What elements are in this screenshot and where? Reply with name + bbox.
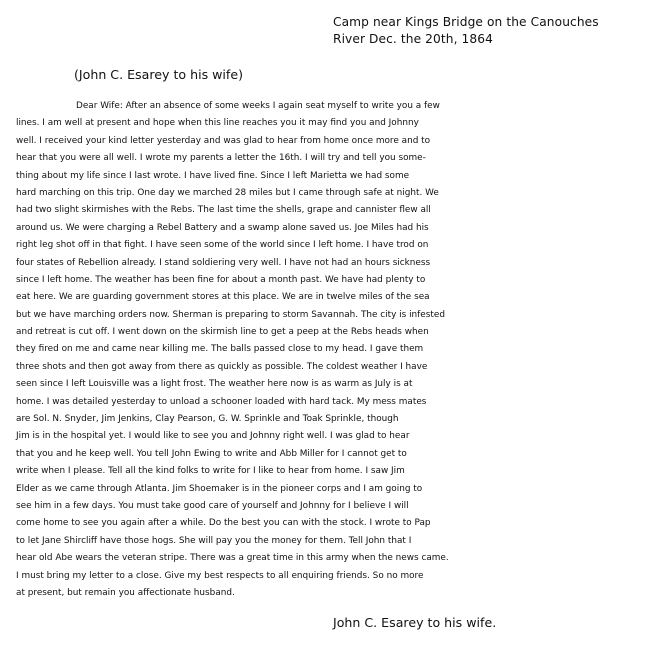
body-line: and retreat is cut off. I went down on the skirmish line to get a peep at the Rebs heads when [16, 327, 429, 338]
body-line: are Sol. N. Snyder, Jim Jenkins, Clay Pearson, G. W. Sprinkle and Toak Sprinkle, though [16, 414, 399, 425]
letter-body [16, 98, 642, 602]
attribution: (John C. Esarey to his wife) [74, 67, 244, 82]
body-line: since I left home. The weather has been fine for about a month past. We have had plenty to [16, 274, 426, 285]
body-line: hear that you were all well. I wrote my parents a letter the 16th. I will try and tell you some- [16, 153, 426, 164]
body-line: see him in a few days. You must take good care of yourself and Johnny for I believe I will [16, 500, 409, 511]
body-line: right leg shot off in that fight. I have seen some of the world since I left home. I have trod on [16, 240, 429, 251]
body-line: lines. I am well at present and hope when this line reaches you it may find you and Johnny [16, 118, 419, 129]
body-line: at present, but remain you affectionate husband. [16, 587, 235, 598]
body-line: Dear Wife: After an absence of some weeks I again seat myself to write you a few [76, 101, 440, 111]
body-line: Elder as we came through Atlanta. Jim Shoemaker is in the pioneer corps and I am going to [16, 483, 423, 494]
body-line: but we have marching orders now. Sherman is preparing to storm Savannah. The city is infested [16, 309, 445, 320]
body-line: eat here. We are guarding government stores at this place. We are in twelve miles of the sea [16, 292, 430, 303]
body-line: home. I was detailed yesterday to unload a schooner loaded with hard tack. My mess mates [16, 396, 427, 407]
body-line: hard marching on this trip. One day we marched 28 miles but I came through safe at night. We [16, 187, 439, 198]
body-line: four states of Rebellion already. I stand soldiering very well. I have not had an hours sickness [16, 257, 431, 268]
body-line: around us. We were charging a Rebel Battery and a swamp alone saved us. Joe Miles had his [16, 222, 429, 233]
dateline-line-2: River Dec. the 20th, 1864 [333, 32, 493, 46]
dateline [333, 14, 599, 48]
body-line: write when I please. Tell all the kind folks to write for I like to hear from home. I saw Jim [16, 466, 405, 477]
body-line: Jim is in the hospital yet. I would like to see you and Johnny right well. I was glad to hear [16, 431, 410, 442]
signature: John C. Esarey to his wife. [333, 615, 497, 630]
dateline-line-1: Camp near Kings Bridge on the Canouches [333, 15, 599, 29]
body-line: three shots and then got away from there as quickly as possible. The coldest weather I have [16, 361, 428, 372]
body-line: come home to see you again after a while. Do the best you can with the stock. I wrote to Pap [16, 518, 431, 529]
body-line: thing about my life since I last wrote. I have lived fine. Since I left Marietta we had some [16, 170, 410, 181]
body-line: had two slight skirmishes with the Rebs. The last time the shells, grape and cannister flew all [16, 205, 431, 216]
body-line: seen since I left Louisville was a light frost. The weather here now is as warm as July is at [16, 379, 413, 390]
body-line: they fired on me and came near killing me. The balls passed close to my head. I gave them [16, 344, 424, 355]
body-line: well. I received your kind letter yesterday and was glad to hear from home once more and to [16, 135, 431, 146]
body-line: hear old Abe wears the veteran stripe. There was a great time in this army when the news came. [16, 553, 449, 564]
body-line: to let Jane Shircliff have those hogs. She will pay you the money for them. Tell John that I [16, 535, 412, 546]
body-line: I must bring my letter to a close. Give my best respects to all enquiring friends. So no more [16, 570, 424, 581]
body-line: that you and he keep well. You tell John Ewing to write and Abb Miller for I cannot get to [16, 448, 407, 459]
